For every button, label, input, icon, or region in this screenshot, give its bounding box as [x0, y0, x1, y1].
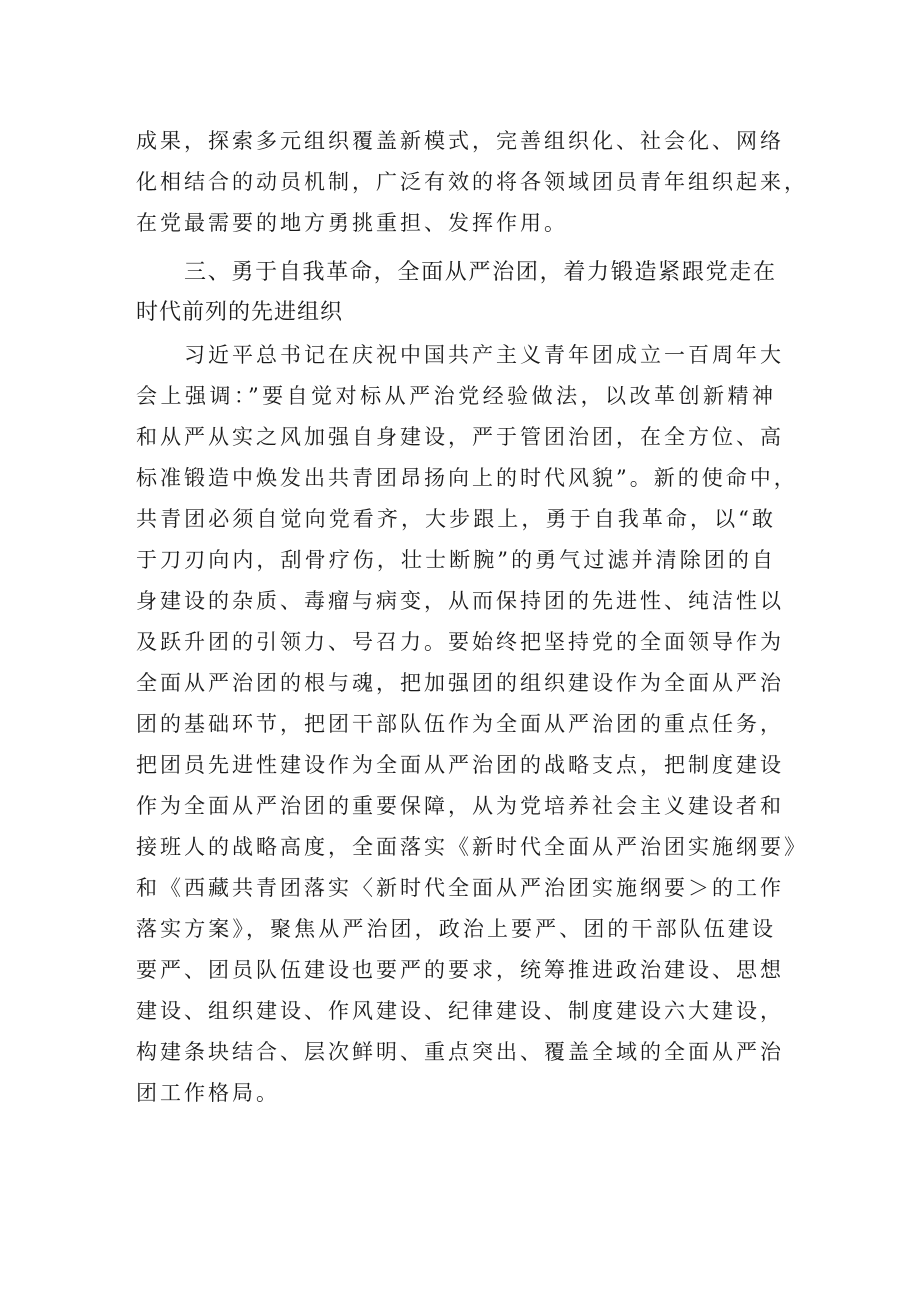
paragraph-line: 团的基础环节，把团干部队伍作为全面从严治团的重点任务，: [136, 712, 784, 736]
paragraph-line: 把团员先进性建设作为全面从严治团的战略支点，把制度建设: [136, 753, 784, 777]
paragraph-line: 全面从严治团的根与魂，把加强团的组织建设作为全面从严治: [136, 671, 784, 695]
paragraph-line: 作为全面从严治团的重要保障，从为党培养社会主义建设者和: [136, 794, 784, 818]
paragraph-line: 身建设的杂质、毒瘤与病变，从而保持团的先进性、纯洁性以: [136, 589, 784, 613]
paragraph-body: [136, 335, 808, 1114]
paragraph-line: 标准锻造中焕发出共青团昂扬向上的时代风貌”。新的使命中，: [136, 466, 798, 490]
paragraph-line: 在党最需要的地方勇挑重担、发挥作用。: [136, 211, 568, 235]
heading-line: 时代前列的先进组织: [136, 300, 344, 325]
paragraph-line: 要严、团员队伍建设也要严的要求，统筹推进政治建设、思想: [136, 958, 784, 982]
paragraph-line: 建设、组织建设、作风建设、纪律建设、制度建设六大建设，: [136, 999, 784, 1023]
section-heading-3: [136, 253, 776, 333]
paragraph-line: 及跃升团的引领力、号召力。要始终把坚持党的全面领导作为: [136, 630, 784, 654]
paragraph-line: 和《西藏共青团落实〈新时代全面从严治团实施纲要＞的工作: [136, 876, 784, 900]
paragraph-line: 落实方案》，聚焦从严治团，政治上要严、团的干部队伍建设: [136, 917, 776, 941]
paragraph-line: 共青团必须自觉向党看齐，大步跟上，勇于自我革命，以“敢: [136, 507, 776, 531]
paragraph-line: 成果，探索多元组织覆盖新模式，完善组织化、社会化、网络: [136, 129, 784, 153]
heading-line: 三、勇于自我革命，全面从严治团，着力锻造紧跟党走在: [184, 260, 776, 285]
paragraph-line: 习近平总书记在庆祝中国共产主义青年团成立一百周年大: [184, 343, 784, 367]
paragraph-line: 化相结合的动员机制，广泛有效的将各领域团员青年组织起来，: [136, 170, 808, 194]
paragraph-continued: [136, 121, 808, 244]
paragraph-line: 接班人的战略高度，全面落实《新时代全面从严治团实施纲要》: [136, 835, 808, 859]
paragraph-line: 构建条块结合、层次鲜明、重点突出、覆盖全域的全面从严治: [136, 1040, 784, 1064]
paragraph-line: 于刀刃向内，刮骨疗伤，壮士断腕”的勇气过滤并清除团的自: [136, 548, 776, 572]
paragraph-line: 和从严从实之风加强自身建设，严于管团治团，在全方位、高: [136, 425, 784, 449]
paragraph-line: 会上强调：”要自觉对标从严治党经验做法，以改革创新精神: [136, 384, 776, 408]
paragraph-line: 团工作格局。: [136, 1081, 280, 1105]
